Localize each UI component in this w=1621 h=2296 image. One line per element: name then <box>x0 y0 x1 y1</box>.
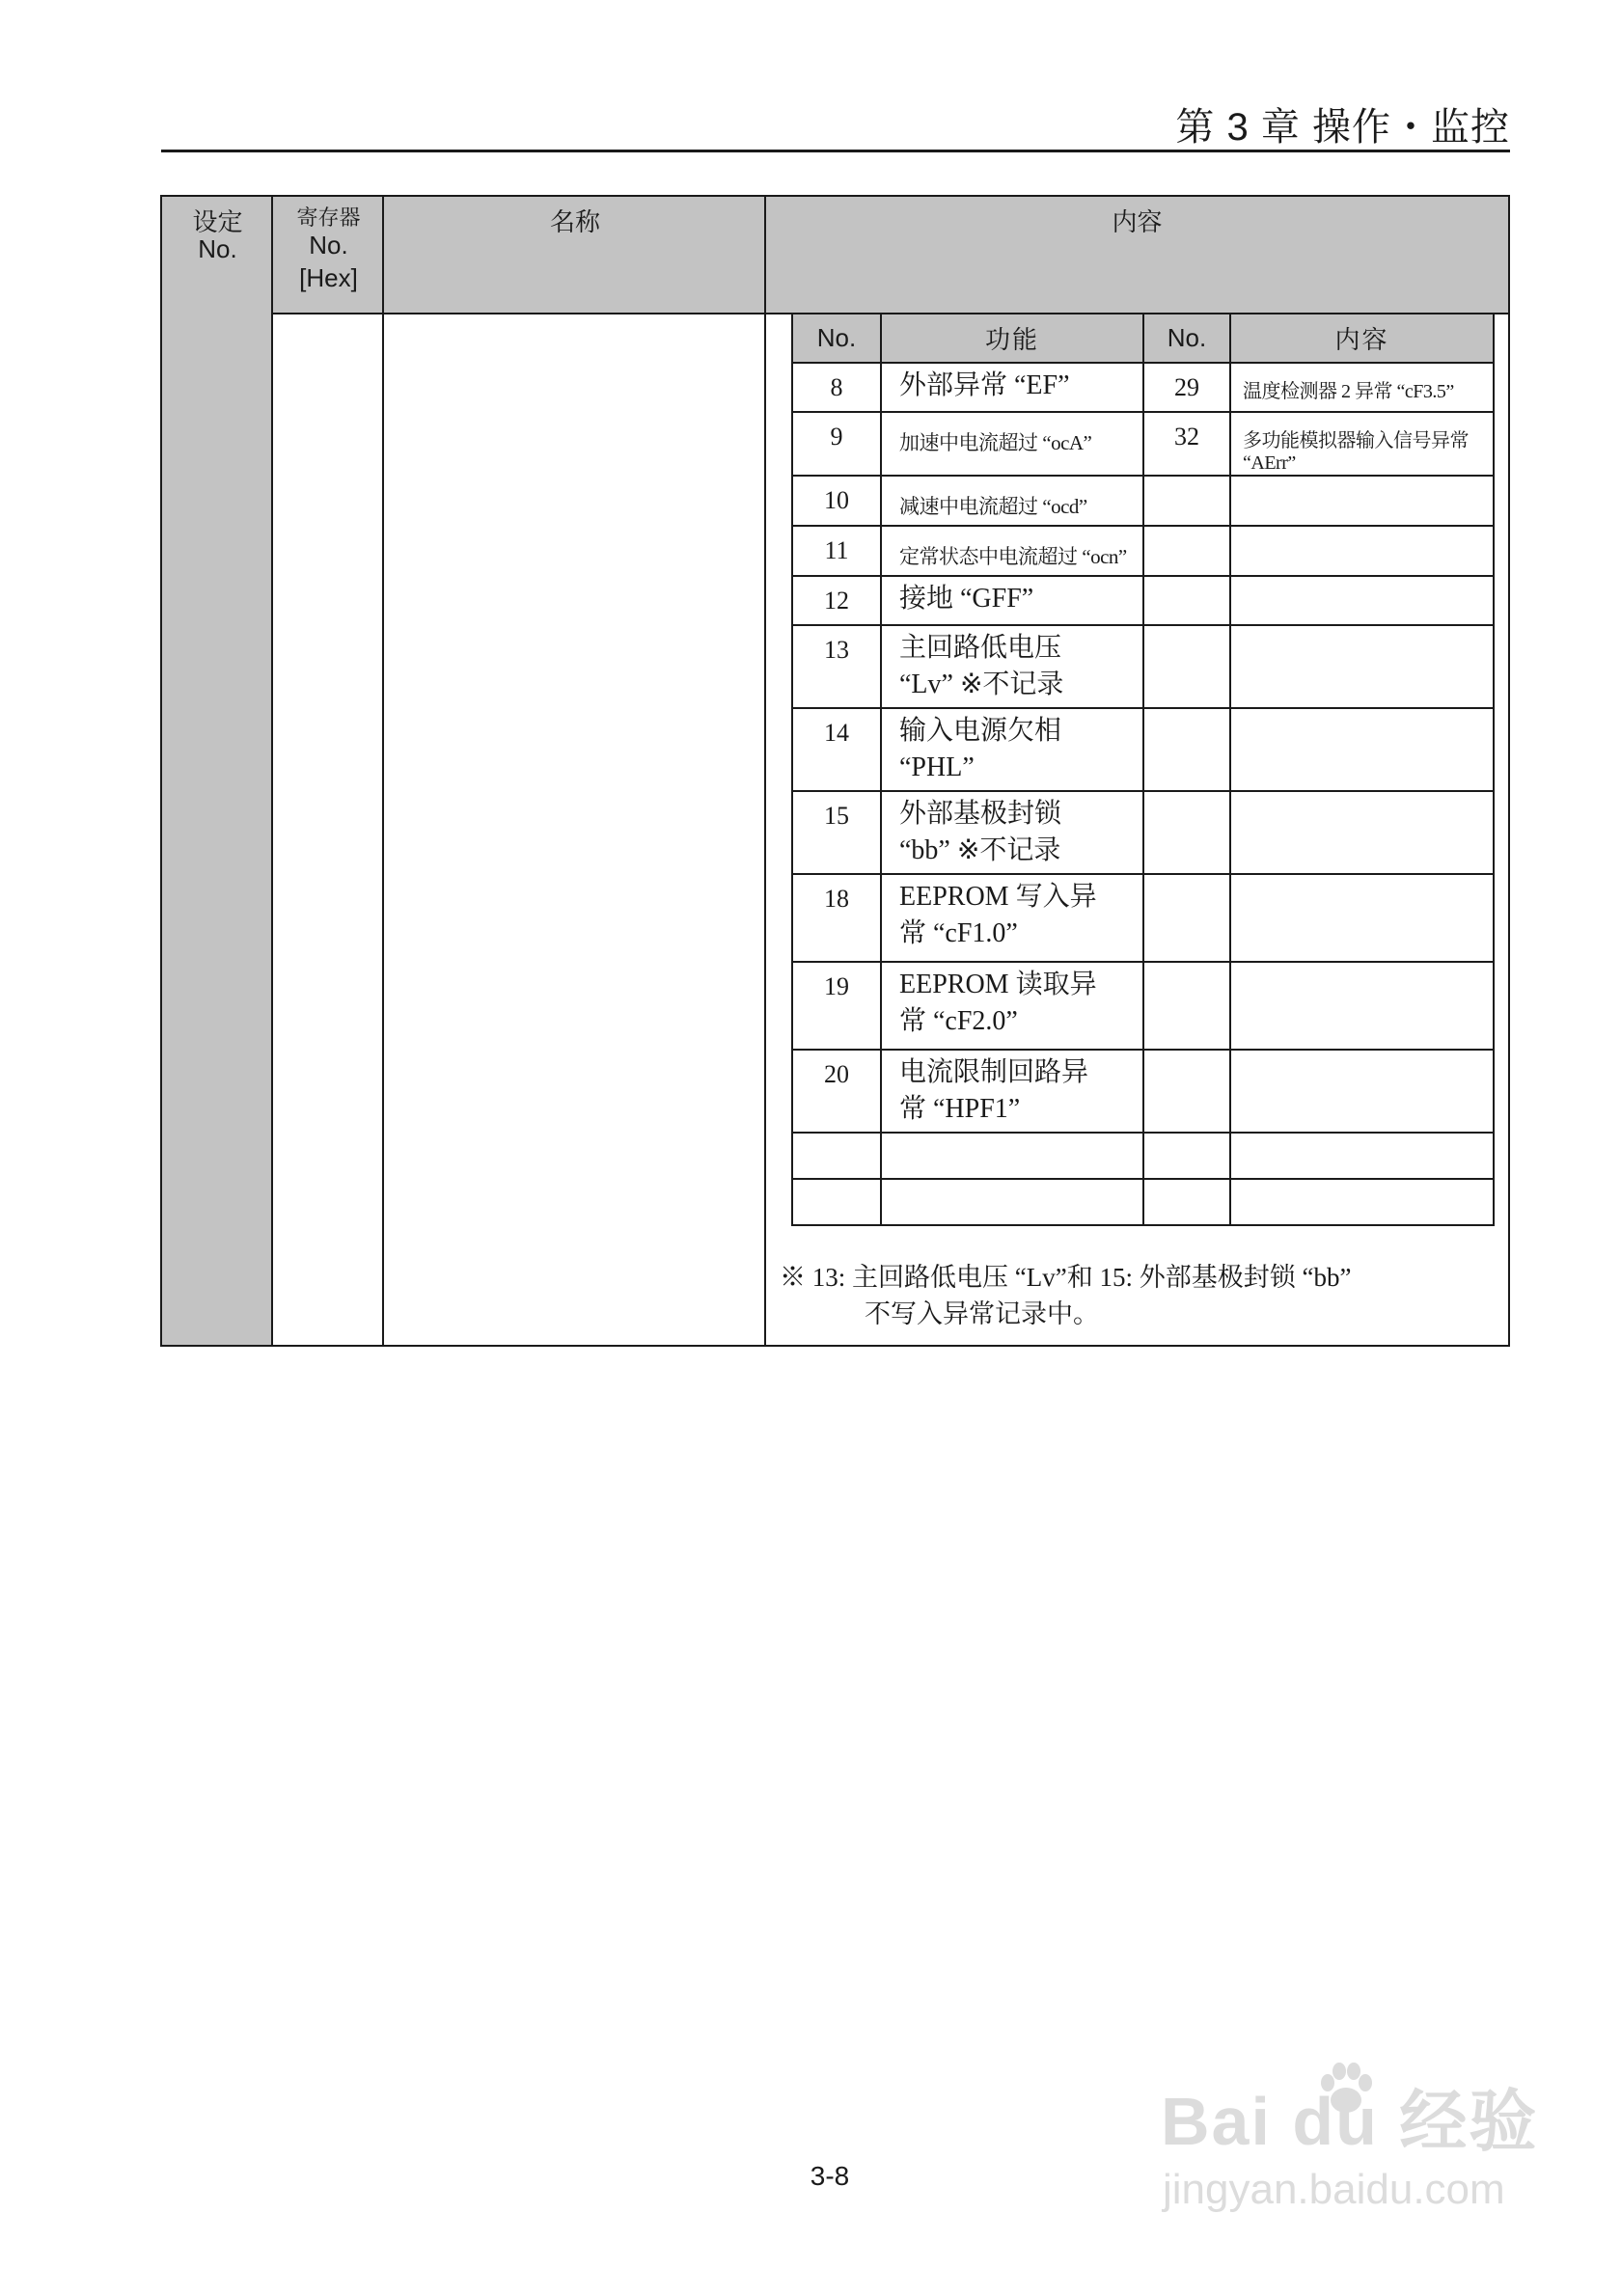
fault-no: 18 <box>792 874 881 962</box>
fault-function: 外部基极封锁 “bb” ※不记录 <box>881 791 1143 874</box>
fault-table-row <box>792 874 1494 962</box>
fault-table-row <box>792 476 1494 526</box>
fault-table-row <box>792 625 1494 708</box>
fault-function: EEPROM 读取异 常 “cF2.0” <box>881 962 1143 1050</box>
fault-table-header-row <box>792 314 1494 363</box>
fault-table-row <box>792 412 1494 476</box>
column-register-no <box>273 197 384 1345</box>
fault-function <box>881 1133 1143 1179</box>
fault-content <box>1230 1133 1494 1179</box>
fault-table-row <box>792 576 1494 625</box>
fault-content <box>1230 874 1494 962</box>
fault-function: EEPROM 写入异 常 “cF1.0” <box>881 874 1143 962</box>
fault-no-2 <box>1143 874 1230 962</box>
column-name <box>384 197 766 1345</box>
fault-table-row <box>792 791 1494 874</box>
header-content: 内容 <box>1112 207 1163 236</box>
fault-function: 加速中电流超过 “ocA” <box>881 412 1143 476</box>
header-register-hex-label: [Hex] <box>299 263 358 292</box>
header-register-no-label: No. <box>309 231 348 260</box>
fault-no: 12 <box>792 576 881 625</box>
fault-no <box>792 1179 881 1225</box>
fault-content: 温度检测器 2 异常 “cF3.5” <box>1230 363 1494 412</box>
fault-no: 9 <box>792 412 881 476</box>
fault-no-2 <box>1143 1179 1230 1225</box>
header-rule <box>161 150 1510 152</box>
fault-table-row <box>792 708 1494 791</box>
fault-no-2 <box>1143 708 1230 791</box>
fault-table-row <box>792 1050 1494 1133</box>
fault-no-2 <box>1143 476 1230 526</box>
fault-no-2 <box>1143 1050 1230 1133</box>
header-name: 名称 <box>549 207 600 236</box>
fault-no: 15 <box>792 791 881 874</box>
fault-table-row <box>792 1133 1494 1179</box>
fault-content <box>1230 476 1494 526</box>
footnote <box>780 1259 1513 1332</box>
fault-no-2 <box>1143 791 1230 874</box>
fault-function: 外部异常 “EF” <box>881 363 1143 412</box>
fault-no: 19 <box>792 962 881 1050</box>
fault-table-row <box>792 962 1494 1050</box>
header-register-no <box>273 197 384 313</box>
page-number: 3-8 <box>810 2161 850 2191</box>
header-no-2: No. <box>1143 314 1230 363</box>
fault-content <box>1230 526 1494 576</box>
header-function: 功能 <box>881 314 1143 363</box>
footnote-line-1: ※ 13: 主回路低电压 “Lv”和 15: 外部基极封锁 “bb” <box>780 1263 1352 1292</box>
fault-content <box>1230 625 1494 708</box>
header-register-label: 寄存器 <box>296 205 361 230</box>
fault-no: 10 <box>792 476 881 526</box>
fault-no-2 <box>1143 962 1230 1050</box>
fault-no <box>792 1133 881 1179</box>
chapter-title: 第 3 章 操作・监控 <box>1175 106 1510 149</box>
fault-content <box>1230 1050 1494 1133</box>
fault-function: 电流限制回路异 常 “HPF1” <box>881 1050 1143 1133</box>
fault-no-2: 29 <box>1143 363 1230 412</box>
fault-function: 主回路低电压 “Lv” ※不记录 <box>881 625 1143 708</box>
fault-table-row <box>792 363 1494 412</box>
fault-code-table <box>791 313 1495 1226</box>
fault-no: 13 <box>792 625 881 708</box>
fault-no-2 <box>1143 1133 1230 1179</box>
header-no-1: No. <box>792 314 881 363</box>
fault-function: 定常状态中电流超过 “ocn” <box>881 526 1143 576</box>
fault-no: 20 <box>792 1050 881 1133</box>
header-setting-no: 设定 No. <box>192 207 243 263</box>
watermark-url: jingyan.baidu.com <box>1163 2166 1505 2213</box>
fault-no: 8 <box>792 363 881 412</box>
fault-function: 输入电源欠相 “PHL” <box>881 708 1143 791</box>
fault-function <box>881 1179 1143 1225</box>
header-fault-content: 内容 <box>1230 314 1494 363</box>
fault-no: 11 <box>792 526 881 576</box>
watermark <box>1153 2060 1558 2262</box>
fault-content <box>1230 962 1494 1050</box>
fault-no-2 <box>1143 526 1230 576</box>
fault-no-2 <box>1143 576 1230 625</box>
column-setting-no <box>162 197 273 1345</box>
fault-no-2: 32 <box>1143 412 1230 476</box>
fault-no-2 <box>1143 625 1230 708</box>
fault-function: 接地 “GFF” <box>881 576 1143 625</box>
fault-content <box>1230 708 1494 791</box>
fault-content: 多功能模拟器输入信号异常 “AErr” <box>1230 412 1494 476</box>
fault-table-row <box>792 1179 1494 1225</box>
watermark-logo: Bai du 经验 <box>1161 2084 1539 2159</box>
fault-content <box>1230 576 1494 625</box>
fault-function: 减速中电流超过 “ocd” <box>881 476 1143 526</box>
fault-content <box>1230 791 1494 874</box>
footnote-line-2: 不写入异常记录中。 <box>865 1299 1099 1328</box>
fault-content <box>1230 1179 1494 1225</box>
fault-no: 14 <box>792 708 881 791</box>
fault-table-row <box>792 526 1494 576</box>
